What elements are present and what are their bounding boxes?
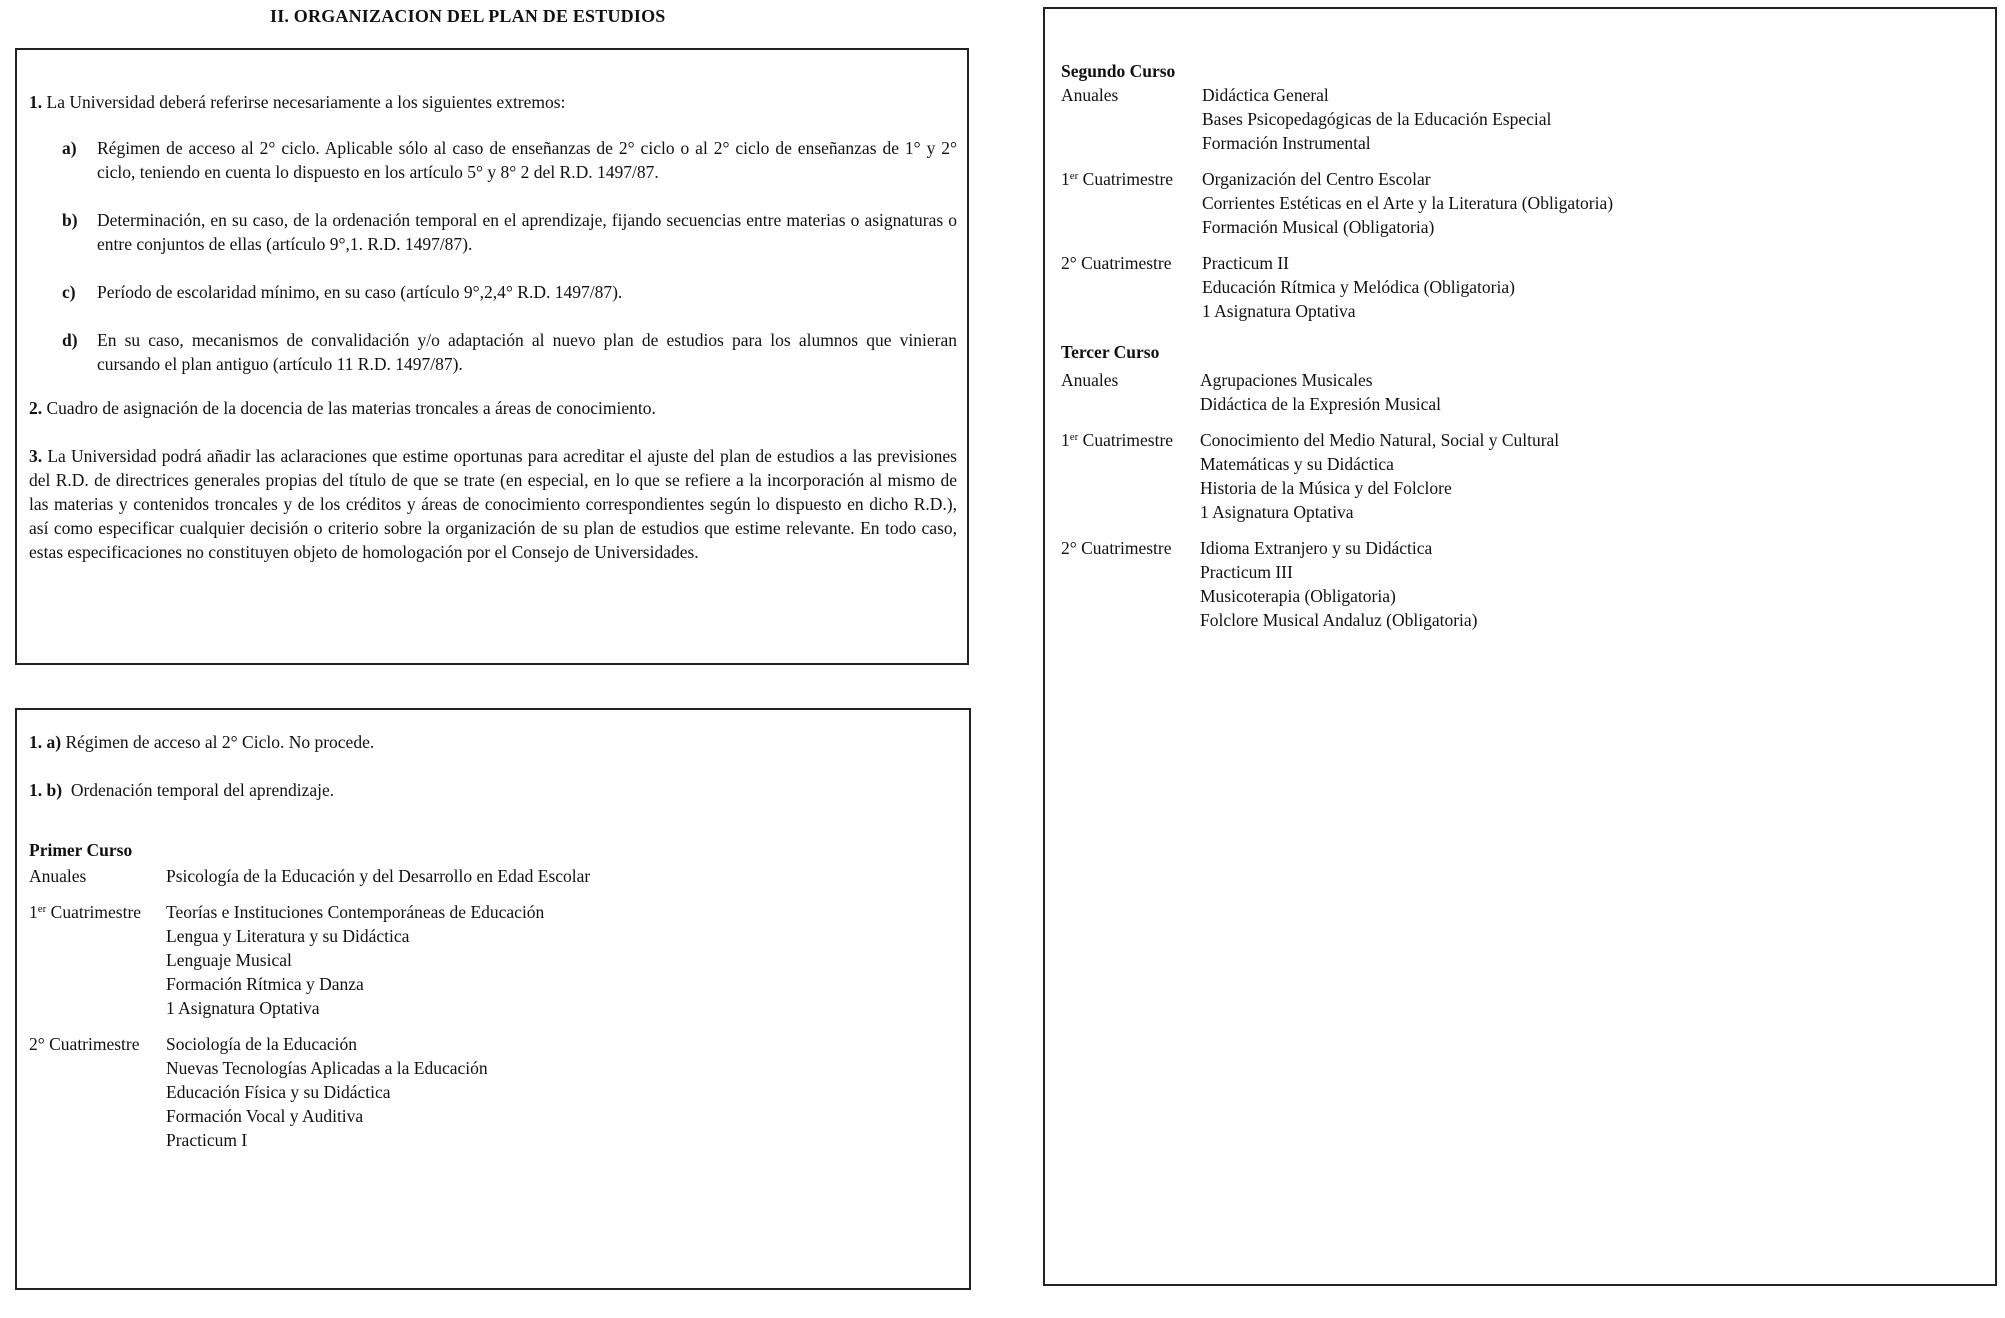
instructions-box	[15, 48, 969, 665]
subject: Idioma Extranjero y su Didáctica	[1200, 538, 1433, 558]
subject: Educación Rítmica y Melódica (Obligatoria)	[1202, 277, 1515, 297]
semester-label	[29, 900, 166, 1020]
subject: Bases Psicopedagógicas de la Educación Especial	[1202, 109, 1552, 129]
subject: Formación Rítmica y Danza	[166, 974, 364, 994]
semester-label: Anuales	[29, 866, 87, 886]
semester-label	[1061, 167, 1202, 239]
subject: Corrientes Estéticas en el Arte y la Literatura (Obligatoria)	[1202, 193, 1614, 213]
sub-item-text: En su caso, mecanismos de convalidación y/o adaptación al nuevo plan de estudios para los alumnos que vinieran cursando el plan antiguo (artículo 11 R.D. 1497/87).	[97, 330, 957, 374]
subject: Folclore Musical Andaluz (Obligatoria)	[1200, 610, 1478, 630]
subject-list	[1202, 251, 1981, 323]
subject: Formación Musical (Obligatoria)	[1202, 217, 1435, 237]
subject: Didáctica General	[1202, 85, 1329, 105]
semester-cuatri-2	[29, 1032, 949, 1152]
subject: 1 Asignatura Optativa	[1200, 502, 1354, 522]
semester-anuales	[29, 864, 949, 888]
semester-label: 2° Cuatrimestre	[29, 1034, 140, 1054]
course-title-tercer: Tercer Curso	[1061, 342, 1160, 362]
subject-list	[1200, 368, 1981, 416]
plan-second-content	[1061, 59, 1981, 632]
semester-label: 2° Cuatrimestre	[1061, 253, 1172, 273]
subject-list	[1202, 83, 1981, 155]
semester-label-num: 1	[1061, 169, 1070, 189]
item-3	[29, 444, 957, 564]
course-title-segundo: Segundo Curso	[1061, 61, 1176, 81]
subject-list	[1200, 536, 1981, 632]
subject: Psicología de la Educación y del Desarrollo en Edad Escolar	[166, 866, 591, 886]
item-3-text: La Universidad podrá añadir las aclaraciones que estime oportunas para acreditar el ajuste del plan de estudios a las previsiones del R.D. de directrices generales propias del título de que se trate (en especial, en lo que se refiere a la incorporación al mismo de las materias y contenidos troncales y de los créditos y áreas de conocimiento correspondientes según lo dispuesto en dicho R.D.), así como especificar cualquier decisión o criterio sobre la organización de su plan de estudios que estime relevante. En todo caso, estas especificaciones no constituyen objeto de homologación por el Consejo de Universidades.	[29, 446, 957, 562]
instructions-content	[29, 90, 957, 564]
plan-box-first	[15, 708, 971, 1290]
access-text: Régimen de acceso al 2° Ciclo. No procede.	[65, 732, 375, 752]
semester-anuales	[1061, 368, 1981, 416]
ordering-label: 1. b)	[29, 780, 63, 800]
subject: 1 Asignatura Optativa	[166, 998, 320, 1018]
subject: Formación Vocal y Auditiva	[166, 1106, 364, 1126]
semester-label: Anuales	[1061, 370, 1119, 390]
subject: Musicoterapia (Obligatoria)	[1200, 586, 1396, 606]
subject-list	[166, 864, 949, 888]
sub-item-text: Período de escolaridad mínimo, en su caso (artículo 9°,2,4° R.D. 1497/87).	[97, 282, 623, 302]
subject: Lenguaje Musical	[166, 950, 292, 970]
semester-cuatri-2	[1061, 251, 1981, 323]
item-1-number: 1.	[29, 92, 43, 112]
subject: Practicum II	[1202, 253, 1289, 273]
access-line	[29, 730, 949, 754]
item-2-text: Cuadro de asignación de la docencia de las materias troncales a áreas de conocimiento.	[46, 398, 656, 418]
semester-cuatri-1	[29, 900, 949, 1020]
semester-cuatri-2	[1061, 536, 1981, 632]
sub-item-text: Régimen de acceso al 2° ciclo. Aplicable sólo al caso de enseñanzas de 2° ciclo o al 2° ciclo de enseñanzas de 1° y 2° ciclo, teniendo en cuenta lo dispuesto en los artículo 5° y 8° 2 del R.D. 1497/87.	[97, 138, 957, 182]
sub-item-d	[62, 328, 957, 376]
semester-cuatri-1	[1061, 428, 1981, 524]
subject: 1 Asignatura Optativa	[1202, 301, 1356, 321]
subject: Practicum I	[166, 1130, 248, 1150]
subject-list	[1200, 428, 1981, 524]
sub-item-text: Determinación, en su caso, de la ordenación temporal en el aprendizaje, fijando secuencias entre materias o asignaturas o entre conjuntos de ellas (artículo 9°,1. R.D. 1497/87).	[97, 210, 957, 254]
plan-first-content	[29, 730, 949, 1152]
subject: Nuevas Tecnologías Aplicadas a la Educación	[166, 1058, 488, 1078]
sub-item-letter: b)	[62, 210, 78, 230]
subject: Educación Física y su Didáctica	[166, 1082, 391, 1102]
sub-item-letter: a)	[62, 138, 77, 158]
item-2-number: 2.	[29, 398, 43, 418]
sub-item-a	[62, 136, 957, 184]
subject: Teorías e Instituciones Contemporáneas de Educación	[166, 902, 545, 922]
semester-label-word: Cuatrimestre	[50, 902, 142, 922]
sub-item-letter: d)	[62, 330, 78, 350]
semester-label: 2° Cuatrimestre	[1061, 538, 1172, 558]
subject: Practicum III	[1200, 562, 1293, 582]
subject: Organización del Centro Escolar	[1202, 169, 1431, 189]
subject: Matemáticas y su Didáctica	[1200, 454, 1394, 474]
subject: Lengua y Literatura y su Didáctica	[166, 926, 410, 946]
course-title-primer: Primer Curso	[29, 840, 133, 860]
semester-label-num: 1	[1061, 430, 1070, 450]
semester-label	[1061, 428, 1200, 524]
subject-list	[166, 900, 949, 1020]
item-2	[29, 396, 957, 420]
semester-label-num: 1	[29, 902, 38, 922]
semester-anuales	[1061, 83, 1981, 155]
sub-item-b	[62, 208, 957, 256]
semester-label-word: Cuatrimestre	[1082, 430, 1174, 450]
item-1-text: La Universidad deberá referirse necesariamente a los siguientes extremos:	[46, 92, 566, 112]
semester-label-word: Cuatrimestre	[1082, 169, 1174, 189]
subject: Historia de la Música y del Folclore	[1200, 478, 1452, 498]
sub-item-letter: c)	[62, 282, 76, 302]
item-1	[29, 90, 957, 114]
semester-cuatri-1	[1061, 167, 1981, 239]
subject: Conocimiento del Medio Natural, Social y Cultural	[1200, 430, 1560, 450]
ordering-line	[29, 778, 949, 802]
sub-item-c	[62, 280, 957, 304]
semester-label-sup: er	[1069, 431, 1079, 443]
subject-list	[166, 1032, 949, 1152]
semester-label: Anuales	[1061, 85, 1119, 105]
item-3-number: 3.	[29, 446, 43, 466]
semester-label-sup: er	[1069, 170, 1079, 182]
semester-label-sup: er	[37, 903, 47, 915]
plan-box-second	[1043, 7, 1997, 1286]
ordering-text: Ordenación temporal del aprendizaje.	[70, 780, 335, 800]
page-title: II. ORGANIZACION DEL PLAN DE ESTUDIOS	[270, 6, 666, 26]
subject-list	[1202, 167, 1981, 239]
subject: Sociología de la Educación	[166, 1034, 357, 1054]
subject: Formación Instrumental	[1202, 133, 1371, 153]
access-label: 1. a)	[29, 732, 62, 752]
subject: Didáctica de la Expresión Musical	[1200, 394, 1442, 414]
subject: Agrupaciones Musicales	[1200, 370, 1373, 390]
